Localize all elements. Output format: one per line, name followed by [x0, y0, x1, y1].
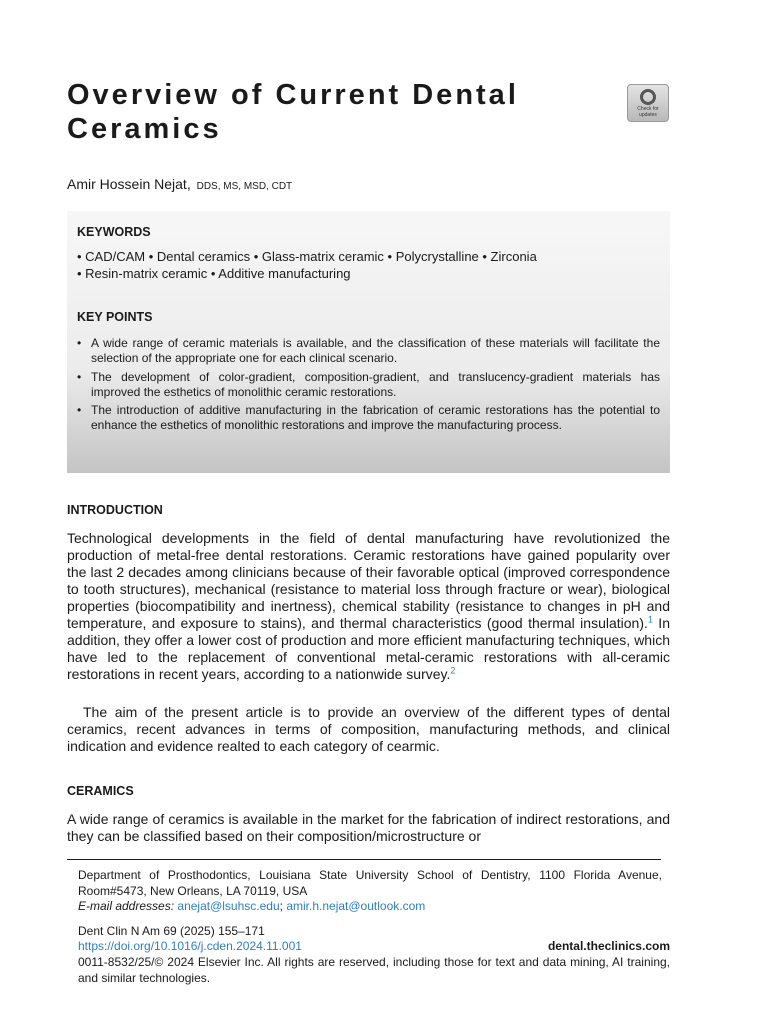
- reference-link-2[interactable]: 2: [450, 665, 456, 676]
- intro-text-b: In addition, they offer a lower cost of production and more efficient manufacturing techniques, which have led to the replacement of conventional metal-ceramic restorations with all-ceramic restorations in recent years, according to a nationwide survey.: [67, 615, 670, 682]
- intro-text-a: Technological developments in the field of dental manufacturing have revolutionized the production of metal-free dental restorations. Ceramic restorations have gained popularity over the last 2 decades among clinicians because of their favorable optical (improved correspondence to tooth structures), mechanical (resistance to material loss through fracture or wear), biological properties (biocompatibility and inertness), chemical stability (resistance to changes in pH and temperature, and exposure to stains), and thermal characteristics (good thermal insulation).: [67, 530, 670, 631]
- doi-row: [78, 939, 670, 955]
- introduction-heading: INTRODUCTION: [67, 503, 163, 517]
- key-point-item: • The introduction of additive manufacturing in the fabrication of ceramic restorations has the potential to enhance the esthetics of monolithic restorations and improve the manufacturing process.: [77, 403, 660, 434]
- email-separator: ;: [279, 899, 283, 913]
- key-points-heading: KEY POINTS: [77, 310, 153, 324]
- affiliation-text: Department of Prosthodontics, Louisiana State University School of Dentistry, 1100 Florida Avenue, Room#5473, New Orleans, LA 70119, USA: [78, 868, 662, 898]
- keywords-box: [67, 211, 670, 473]
- key-points-list: [77, 336, 660, 434]
- reference-link-1[interactable]: 1: [647, 614, 653, 625]
- key-point-item: • The development of color-gradient, composition-gradient, and translucency-gradient materials has improved the esthetics of monolithic ceramic restorations.: [77, 370, 660, 401]
- keywords-line-2: • Resin-matrix ceramic • Additive manufacturing: [77, 266, 351, 281]
- footnote-divider: [67, 859, 661, 860]
- author-name: Amir Hossein Nejat,: [67, 176, 191, 192]
- copyright-notice: 0011-8532/25/© 2024 Elsevier Inc. All rights are reserved, including those for text and data mining, AI training, and similar technologies.: [78, 955, 670, 985]
- keywords-line-1: • CAD/CAM • Dental ceramics • Glass-matrix ceramic • Polycrystalline • Zirconia: [77, 249, 537, 264]
- ceramics-paragraph-1: A wide range of ceramics is available in the market for the fabrication of indirect restorations, and they can be classified based on their composition/microstructure or: [67, 811, 670, 844]
- article-title: Overview of Current Dental Ceramics: [67, 79, 519, 145]
- keywords-heading: KEYWORDS: [77, 225, 151, 239]
- doi-link[interactable]: https://doi.org/10.1016/j.cden.2024.11.001: [78, 939, 302, 953]
- email-label: E-mail addresses:: [78, 899, 175, 913]
- updates-icon: [640, 89, 656, 105]
- badge-label: Check for updates: [637, 106, 659, 118]
- author-line: [67, 176, 292, 192]
- journal-website[interactable]: dental.theclinics.com: [547, 939, 670, 953]
- affiliation: [78, 868, 662, 915]
- journal-citation: Dent Clin N Am 69 (2025) 155–171: [78, 924, 265, 938]
- ceramics-heading: CERAMICS: [67, 784, 134, 798]
- key-point-item: • A wide range of ceramic materials is available, and the classification of these materials will facilitate the selection of the appropriate one for each clinical scenario.: [77, 336, 660, 367]
- email-link-1[interactable]: anejat@lsuhsc.edu: [177, 899, 280, 913]
- introduction-paragraph-1: [67, 530, 670, 683]
- check-for-updates-badge[interactable]: [627, 84, 669, 122]
- author-degrees: DDS, MS, MSD, CDT: [196, 181, 293, 192]
- email-link-2[interactable]: amir.h.nejat@outlook.com: [286, 899, 426, 913]
- introduction-paragraph-2: The aim of the present article is to provide an overview of the different types of dental ceramics, recent advances in terms of composition, manufacturing methods, and clinical indication and evidence realted to each category of cearmic.: [67, 704, 670, 754]
